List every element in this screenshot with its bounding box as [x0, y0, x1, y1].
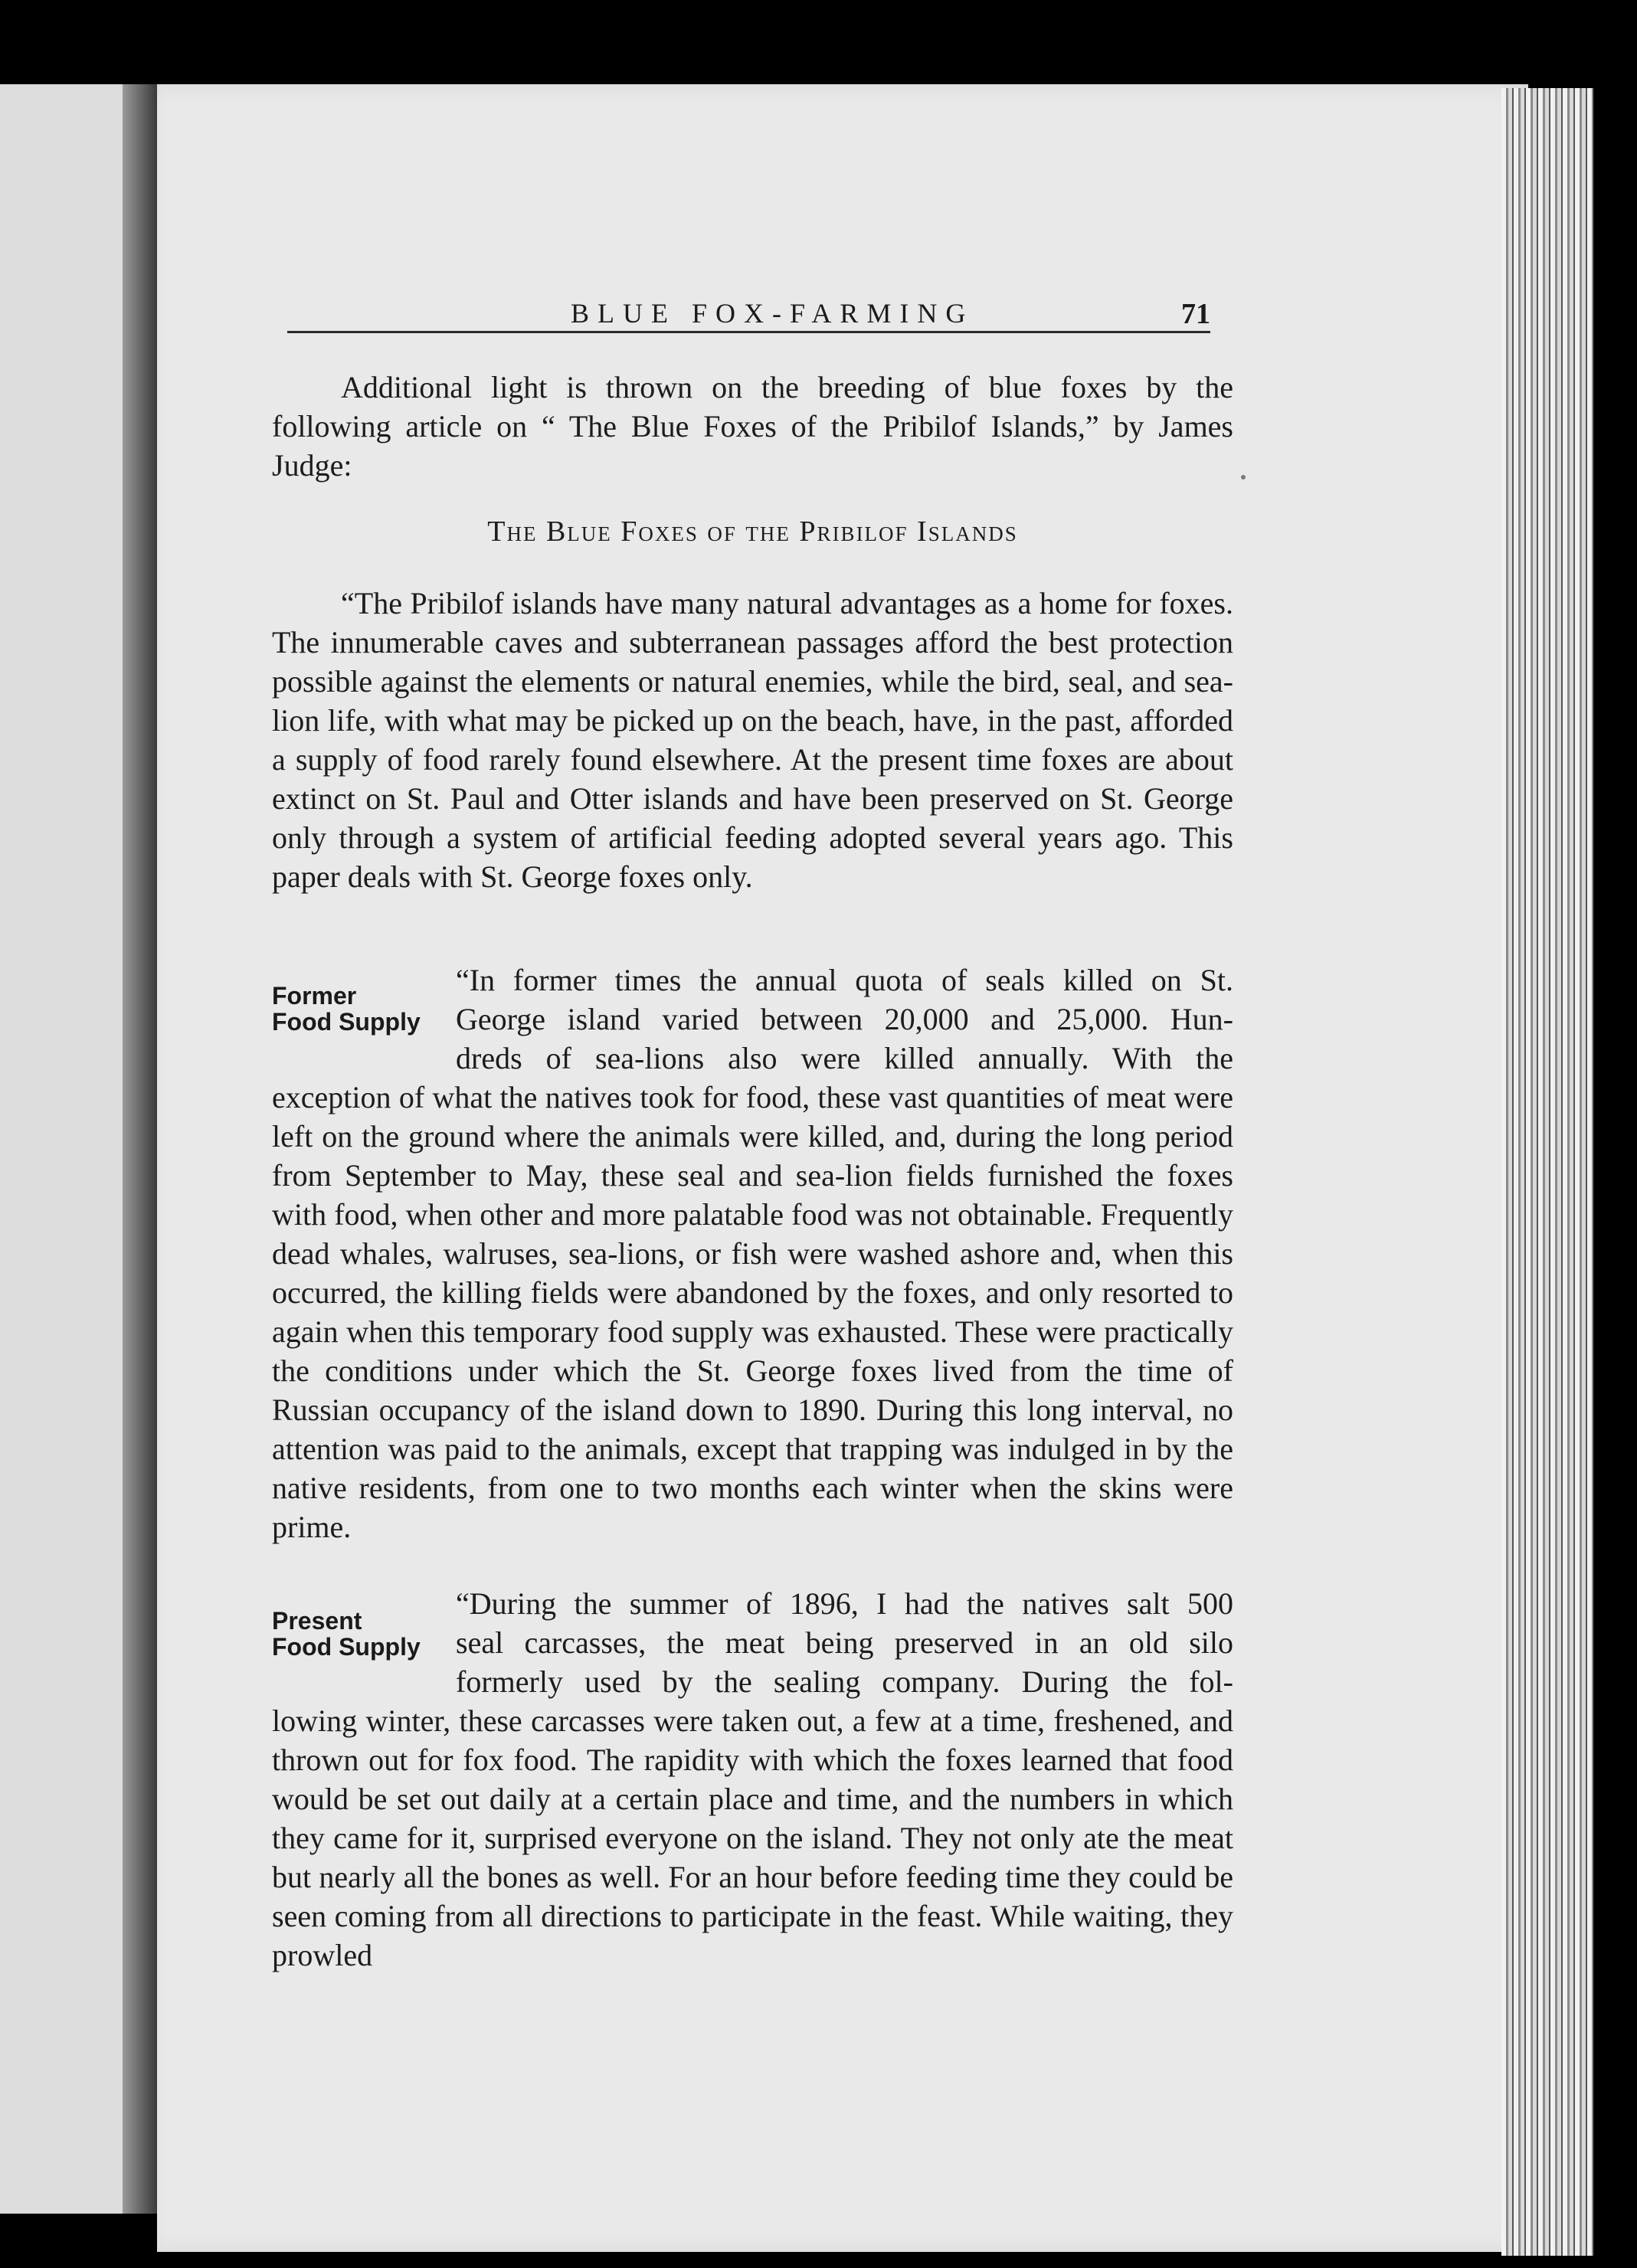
margin-note-line: Former — [272, 982, 357, 1010]
text-line: “In former times the annual quota of seals killed on St. — [456, 963, 1233, 997]
margin-note-former-food-supply — [272, 983, 421, 1035]
header-rule — [287, 331, 1210, 333]
article-title: The Blue Foxes of the Pribilof Islands — [487, 515, 1018, 548]
text-line: “During the summer of 1896, I had the natives salt 500 — [456, 1586, 1233, 1621]
margin-note-line: Present — [272, 1607, 362, 1635]
margin-note-line: Food Supply — [272, 1633, 421, 1661]
text-line: George island varied between 20,000 and 25,000. Hun- — [456, 1002, 1233, 1036]
page-number: 71 — [1181, 298, 1210, 330]
intro-paragraph: Additional light is thrown on the breeding of blue foxes by the following article on “ The Blue Foxes of the Pribilof Islands,” by James Judge: — [272, 370, 1233, 483]
page-stack-edges — [1501, 88, 1593, 2256]
scan-speck — [1241, 475, 1246, 479]
margin-note-present-food-supply — [272, 1608, 421, 1660]
paragraph-pribilof-advantages: “The Pribilof islands have many natural advantages as a home for foxes. The innumerable caves and subterranean passages afford the best protection possible against the elements or natural enemies, while the bird, seal, and sea-lion life, with what may be picked up on the beach, have, in the past, afforded a supply of food rarely found elsewhere. At the present time foxes are about extinct on St. Paul and Otter islands and have been preserved on St. George only through a system of artificial feeding adopted several years ago. This paper deals with St. George foxes only. — [272, 586, 1233, 894]
text-line: dreds of sea-lions also were killed annually. With the — [456, 1041, 1233, 1075]
running-title: BLUE FOX-FARMING — [571, 298, 974, 329]
page-header — [287, 291, 1210, 337]
paragraph-present-food-supply-continued: lowing winter, these carcasses were taken out, a few at a time, freshened, and thrown out for fox food. The rapidity with which the foxes learned that food would be set out daily at a certain place and time, and the numbers in which they came for it, surprised everyone on the island. They not only ate the meat but nearly all the bones as well. For an hour before feeding time they could be seen coming from all directions to participate in the feast. While waiting, they prowled — [272, 1703, 1233, 1972]
text-line: seal carcasses, the meat being preserved in an old silo — [456, 1625, 1233, 1660]
paragraph-former-food-supply-continued: exception of what the natives took for food, these vast quantities of meat were left on the ground where the animals were killed, and, during the long period from September to May, these seal and sea-lion fields furnished the foxes with food, when other and more palatable food was not obtainable. Frequently dead whales, walruses, sea-lions, or fish were washed ashore and, when this occurred, the killing fields were abandoned by the foxes, and only resorted to again when this temporary food supply was exhausted. These were practically the conditions under which the St. George foxes lived from the time of Russian occupancy of the island down to 1890. During this long interval, no attention was paid to the animals, except that trapping was indulged in by the native residents, from one to two months each winter when the skins were prime. — [272, 1080, 1233, 1544]
margin-note-line: Food Supply — [272, 1008, 421, 1036]
text-line: formerly used by the sealing company. During the fol- — [456, 1664, 1233, 1699]
